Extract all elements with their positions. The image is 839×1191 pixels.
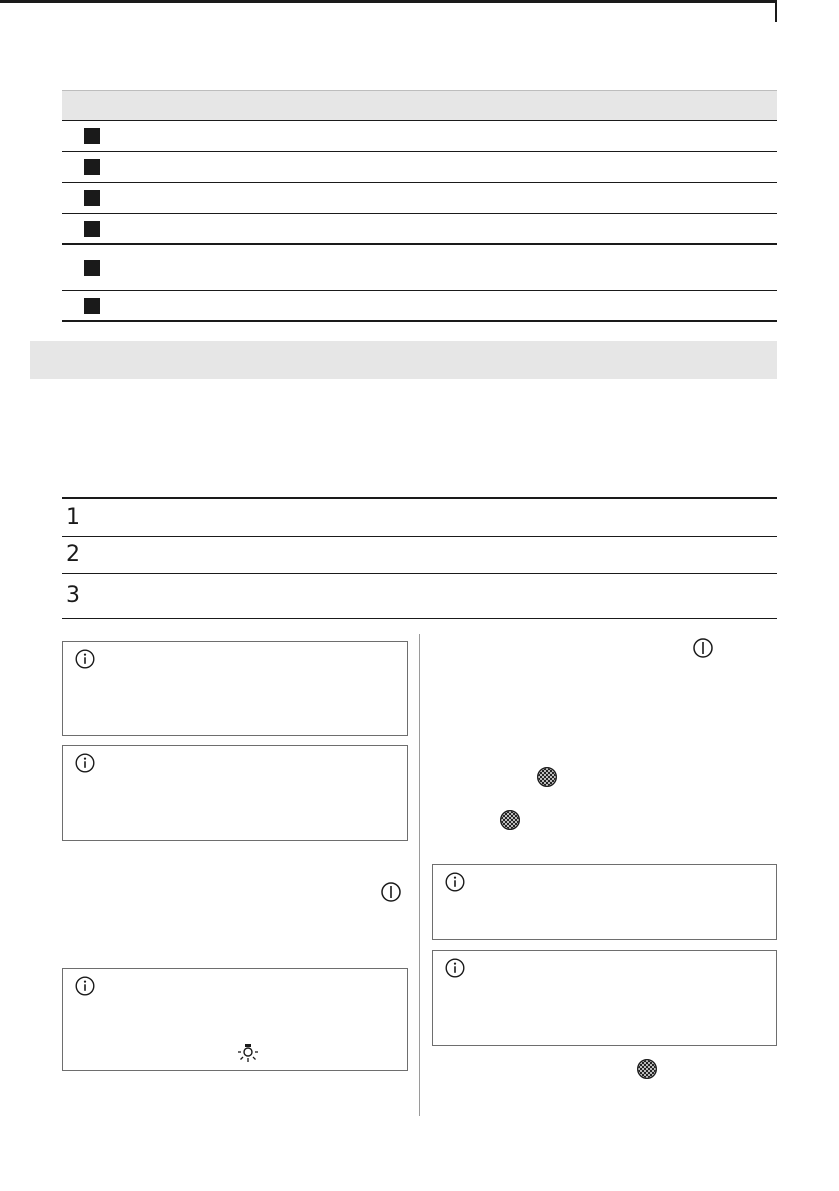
- numbered-table: [62, 497, 777, 619]
- section-heading-bar: [30, 341, 777, 379]
- black-square-marker: [84, 128, 100, 144]
- table-row: [62, 183, 777, 214]
- table-row: [62, 291, 777, 322]
- table-row: [62, 152, 777, 183]
- fan-grid-icon: [499, 809, 521, 831]
- row-number: 3: [66, 583, 80, 608]
- black-square-marker: [84, 260, 100, 276]
- fan-grid-icon: [636, 1058, 658, 1080]
- black-square-marker: [84, 298, 100, 314]
- info-icon: [445, 872, 465, 892]
- black-square-marker: [84, 190, 100, 206]
- info-note-box: [62, 968, 408, 1071]
- key-table: [62, 90, 777, 322]
- table-row: [62, 214, 777, 245]
- info-note-box: [432, 864, 777, 940]
- info-note-box: [62, 641, 408, 736]
- table-row: [62, 121, 777, 152]
- info-note-box: [62, 745, 408, 841]
- info-icon: [445, 958, 465, 978]
- info-note-box: [432, 950, 777, 1046]
- info-icon: [75, 753, 95, 773]
- row-number: 2: [66, 542, 80, 567]
- light-icon: [237, 1042, 259, 1064]
- row-number: 1: [66, 504, 80, 530]
- info-icon: [75, 649, 95, 669]
- key-table-header: [62, 90, 777, 121]
- black-square-marker: [84, 221, 100, 237]
- table-row: [62, 537, 777, 574]
- table-row: [62, 499, 777, 537]
- on-off-icon: [380, 881, 402, 903]
- table-row: [62, 245, 777, 291]
- black-square-marker: [84, 159, 100, 175]
- on-off-icon: [692, 637, 714, 659]
- fan-grid-icon: [536, 766, 558, 788]
- column-divider: [419, 634, 420, 1116]
- info-icon: [75, 976, 95, 996]
- table-row: [62, 574, 777, 619]
